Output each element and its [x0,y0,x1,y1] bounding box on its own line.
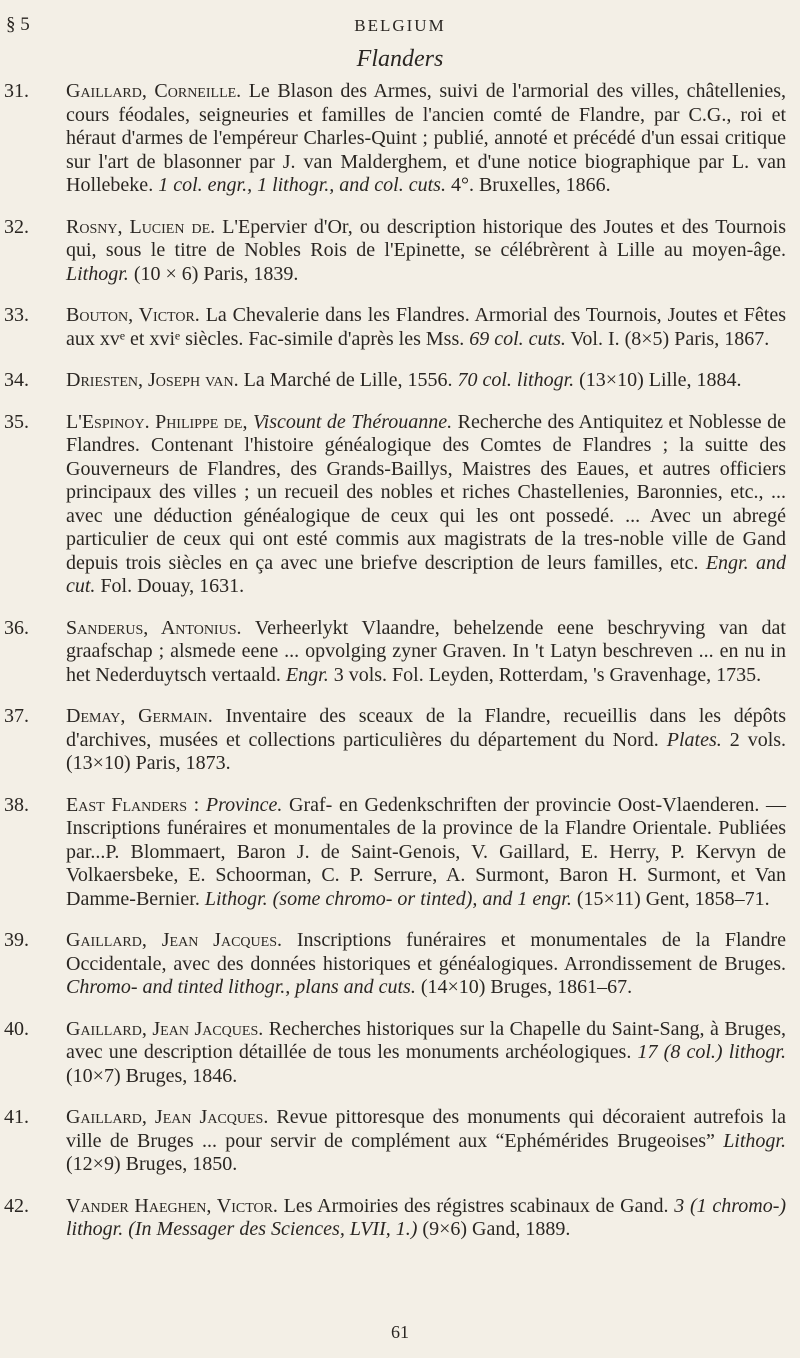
entry [0,705,800,776]
entry [0,411,800,599]
bibliography-list [0,80,800,1242]
entry-imprint: (13×10) Lille, 1884. [579,369,742,391]
entry-description: Engr. [285,663,329,686]
page-header [0,10,800,40]
entry-author: Bouton, Victor. [66,304,200,326]
entry-imprint: 3 vols. Fol. Leyden, Rotterdam, 's Gravenhage, 1735. [333,663,762,686]
entry [0,929,800,1000]
entry-title: Les Armoiries des régistres scabinaux de Gand. [283,1194,669,1217]
entry-title: Graf- en Gedenkschriften der provincie Oost-Vlaenderen. — Inscriptions funéraires et monumentales de la province de la Flandre Orientale. Publiées par...P. Blommaert, Baron J. de Saint-Genois, V. Gaillard, E. Herry, P. Kervyn de Volkaersbeke, E. Schoorman, C. P. Serrure, A. Surmont, Baron H. Surmont, et Van Damme-Bernier. [66,793,787,910]
entry-author: Gaillard, Corneille. [66,80,242,102]
entry-imprint: (14×10) Bruges, 1861–67. [420,976,633,998]
entry-author: L'Espinoy. Philippe de, [66,410,248,433]
section-marker: § 5 [6,14,30,35]
entry-author: Rosny, Lucien de. [66,215,216,238]
entry-description: Lithogr. (some chromo- or tinted), and 1 engr. [204,887,572,910]
entry-title: Inscriptions funéraires et monumentales de la Flandre Occidentale, avec des données historiques et généalogiques. Arrondissement de Bruges. [66,929,786,975]
entry-imprint: (12×9) Bruges, 1850. [66,1153,238,1175]
entry-description: Chromo- and tinted lithogr., plans and cuts. [66,976,416,998]
entry [0,617,800,688]
entry-imprint: 2 vols. (13×10) Paris, 1873. [66,728,787,774]
entry-author: Vander Haeghen, Victor. [66,1194,278,1217]
entry-imprint: 4°. Bruxelles, 1866. [450,174,611,196]
entry-number: 41. [4,1106,29,1128]
entry-author: Demay, Germain. [66,705,213,727]
entry-author: Sanderus, Antonius. [66,616,242,639]
entry-title: Le Blason des Armes, suivi de l'armorial des villes, châtellenies, cours féodales, seigneuries et familles de l'ancien comté de Flandre, par C.G., roi et héraut d'armes de l'empéreur Charles-Quint ; publié, annoté et précédé d'un essai critique sur l'art de blasonner par J. van Malderghem, et d'une notice biographique par L. van Hollebeke. [66,80,786,196]
entry-description: Lithogr. [66,262,129,285]
entry-author-title: Province. [205,793,283,816]
entry-number: 31. [4,80,29,102]
entry-author-title: Viscount de Thérouanne. [252,410,453,433]
entry-number: 38. [4,793,29,816]
entry [0,1106,800,1177]
entry-title: Recherches historiques sur la Chapelle du Saint-Sang, à Bruges, avec une description détaillée de tous les monuments archéologiques. [66,1017,786,1063]
entry-imprint: (9×6) Gand, 1889. [422,1218,571,1240]
entry [0,1018,800,1089]
entry-number: 36. [4,616,29,639]
entry-title: La Chevalerie dans les Flandres. Armorial des Tournois, Joutes et Fêtes aux xvᵉ et xviᵉ siècles. Fac-simile d'après les Mss. [66,304,786,350]
entry-description: 3 (1 chromo-) lithogr. (In Messager des Sciences, LVII, 1.) [66,1194,787,1240]
entry-title: La Marché de Lille, 1556. [243,369,453,391]
entry [0,794,800,912]
entry-title: Revue pittoresque des monuments qui décoraient autrefois la ville de Bruges ... pour servir de complément aux “Ephémérides Brugeoises” [66,1106,786,1152]
entry-description: 17 (8 col.) lithogr. [637,1041,786,1063]
entry-number: 34. [4,369,29,391]
entry-number: 35. [4,410,29,433]
entry [0,80,800,198]
entry-number: 32. [4,215,29,238]
entry-number: 39. [4,929,29,951]
entry-number: 33. [4,304,29,326]
entry-imprint: (10×7) Bruges, 1846. [66,1064,238,1087]
entry-author: East Flanders : [66,793,200,816]
entry-imprint: (10 × 6) Paris, 1839. [133,262,299,285]
entry-description: 69 col. cuts. [469,327,566,350]
entry-description: Engr. and cut. [66,551,786,597]
entry-imprint: Fol. Douay, 1631. [100,575,245,597]
entry-imprint: Vol. I. (8×5) Paris, 1867. [570,327,770,350]
entry [0,1195,800,1242]
entry-description: 1 col. engr., 1 lithogr., and col. cuts. [158,174,446,196]
entry [0,216,800,287]
entry-description: Plates. [666,728,722,751]
entry-number: 37. [4,705,29,727]
entry [0,369,800,393]
entry-number: 42. [4,1194,29,1217]
entry-description: 70 col. lithogr. [457,369,575,391]
page-number: 61 [391,1322,409,1342]
entry [0,304,800,351]
entry-number: 40. [4,1017,29,1040]
entry-title: L'Epervier d'Or, ou description historique des Joutes et des Tournois qui, sous le titre de Nobles Rois de l'Epinette, se célébrèrent à Lille au moyen-âge. [66,215,787,261]
entry-imprint: (15×11) Gent, 1858–71. [576,887,770,910]
entry-author: Gaillard, Jean Jacques. [66,929,282,951]
entry-title: Verheerlykt Vlaandre, behelzende eene beschryving van dat graafschap ; alsmede eene ... opvolging zyner Graven. In 't Latyn beschreven ... en nu in het Nederduytsch vertaald. [66,616,786,686]
entry-title: Recherche des Antiquitez et Noblesse de Flandres. Contenant l'histoire généalogique des Comtes de Flandres ; la suitte des Gouverneurs de Flandres, des Grands-Baillys, Maistres des Eaues, et autres officiers principaux des villes ; un recueil des nobles et riches Chastellenies, Baronnies, etc., ... avec une déduction généalogique de ceux qui les ont possedé. ... Avec un abregé particulier de ceux qui ont esté commis aux magistrats de la tres-noble ville de Gand depuis trois siècles en ça avec une briefve description de leurs familles, etc. [66,410,787,574]
country-heading: BELGIUM [354,16,446,35]
entry-author: Driesten, Joseph van. [66,369,239,391]
entry-description: Lithogr. [723,1129,786,1152]
region-heading: Flanders [356,46,444,72]
entry-author: Gaillard, Jean Jacques. [66,1106,269,1128]
entry-title: Inventaire des sceaux de la Flandre, recueillis dans les dépôts d'archives, musées et collections particulières du département du Nord. [66,705,787,751]
entry-author: Gaillard, Jean Jacques. [66,1017,264,1040]
